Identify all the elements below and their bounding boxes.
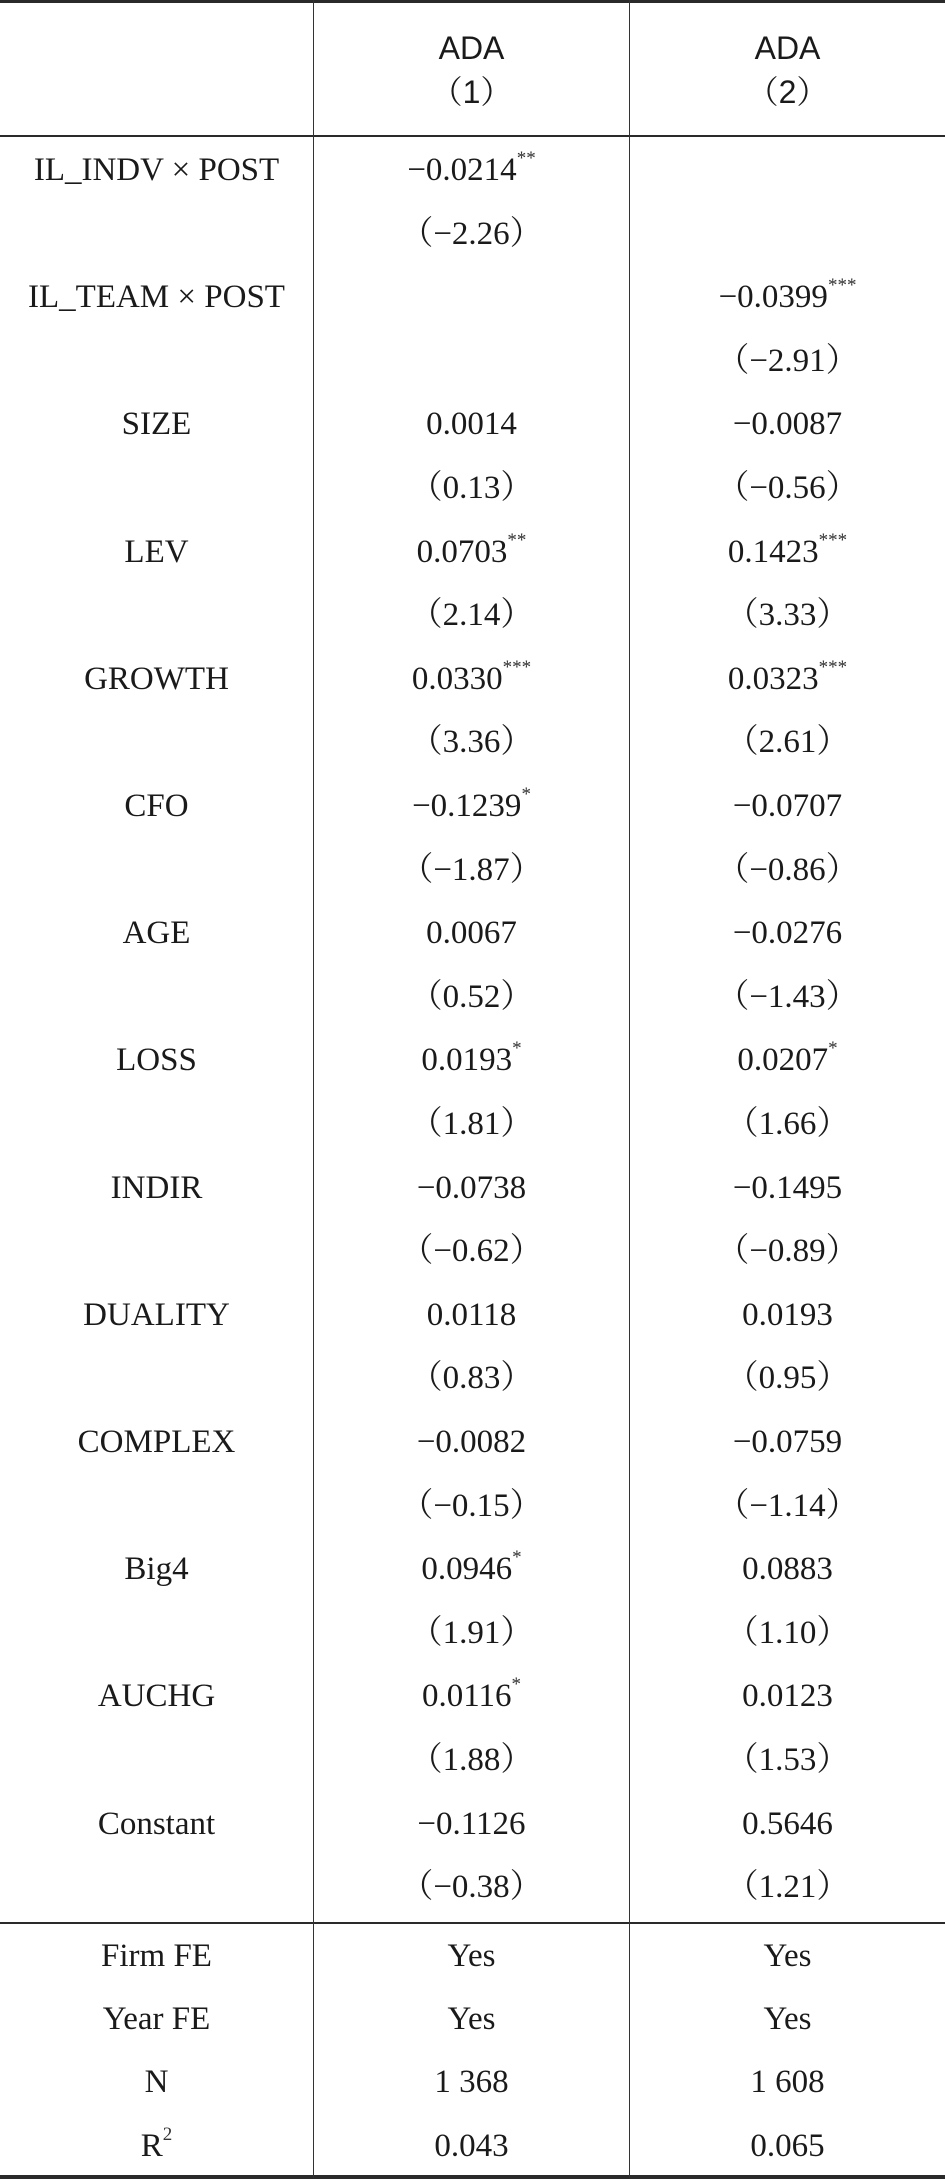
col2-tstat-text: （−2.91） (716, 342, 859, 379)
top-rule (0, 0, 945, 3)
footer-col1-text: 1 368 (434, 2064, 509, 2101)
col2-tstat-text: （0.95） (725, 1360, 850, 1397)
col2-tstat-text: （−0.56） (716, 470, 859, 506)
footer-col2 (630, 1987, 945, 2051)
col2-coef (630, 265, 945, 329)
col1-coef-text: 0.0330 (411, 660, 503, 697)
row-label (0, 392, 313, 456)
col1-coef-text: −0.0738 (416, 1169, 527, 1206)
col2-tstat (630, 1728, 945, 1792)
col2-coef (630, 901, 945, 965)
col1-tstat-text: （0.13） (409, 470, 534, 506)
col1-coef-text: 0.0193 (421, 1042, 513, 1079)
row-label-text: COMPLEX (77, 1424, 236, 1460)
col2-coef (630, 1410, 945, 1474)
row-label (0, 138, 313, 202)
footer-col1-text: Yes (447, 1938, 496, 1974)
col1-coef-significance: * (521, 784, 531, 805)
col1-tstat (314, 710, 629, 774)
col1-coef-significance: * (512, 1038, 522, 1060)
col1-tstat (314, 583, 629, 647)
col1-tstat (314, 202, 629, 266)
col1-tstat (314, 965, 629, 1029)
col2-number: （2） (746, 74, 829, 110)
row-label (0, 1028, 313, 1092)
col1-coef-text: −0.1239 (412, 788, 522, 824)
row-label (0, 901, 313, 965)
col2-coef (630, 138, 945, 202)
col2-coef-text: 0.0883 (742, 1551, 833, 1588)
col1-coef (314, 901, 629, 965)
col2-coef-significance: *** (818, 656, 848, 678)
col1-coef-significance: *** (502, 656, 532, 678)
col2-tstat-text: （1.66） (725, 1106, 850, 1142)
header-rule (0, 135, 945, 137)
col1-tstat-text: （2.14） (409, 597, 534, 634)
row-label-text: GROWTH (84, 660, 229, 697)
col2-title: ADA (754, 30, 821, 66)
col2-tstat (630, 202, 945, 266)
col1-tstat (314, 1601, 629, 1665)
col2-coef (630, 520, 945, 584)
col1-coef (314, 1537, 629, 1601)
col1-tstat-text: （1.91） (409, 1614, 534, 1651)
col1-tstat-text: （−0.15） (400, 1487, 543, 1524)
footer-col2-text: 1 608 (750, 2064, 825, 2101)
footer-col2-text: Yes (763, 1938, 812, 1974)
footer-col1 (314, 1987, 629, 2051)
col2-tstat (630, 1601, 945, 1665)
footer-label-text: N (144, 2064, 169, 2101)
col2-coef-text: −0.0087 (732, 406, 843, 443)
col1-coef-text: −0.0082 (416, 1424, 527, 1460)
col1-coef-text: 0.0118 (426, 1296, 517, 1333)
col2-tstat-text: （−0.86） (716, 851, 859, 888)
col2-tstat-text: （1.10） (725, 1614, 850, 1651)
footer-label (0, 1924, 313, 1988)
row-label-text: LOSS (116, 1042, 197, 1079)
row-label-text: CFO (124, 788, 189, 824)
row-label (0, 1283, 313, 1347)
footer-col1-text: 0.043 (434, 2127, 509, 2164)
col2-tstat-text: （3.33） (725, 597, 850, 634)
col1-tstat (314, 838, 629, 902)
col1-coef (314, 1028, 629, 1092)
col1-tstat (314, 1855, 629, 1919)
row-label (0, 1410, 313, 1474)
row-label-text: SIZE (121, 406, 192, 443)
col1-coef-text: 0.0067 (426, 915, 517, 952)
footer-col2 (630, 1924, 945, 1988)
col2-coef-text: 0.0207 (737, 1042, 829, 1079)
col2-tstat-text: （1.53） (725, 1742, 850, 1778)
col1-tstat-text: （−2.26） (400, 215, 543, 252)
footer-col2 (630, 2114, 945, 2178)
col1-coef (314, 1410, 629, 1474)
row-label (0, 647, 313, 711)
footer-col1 (314, 1924, 629, 1988)
col2-tstat (630, 838, 945, 902)
col1-coef-text: 0.0703 (416, 533, 508, 570)
col1-coef-significance: * (512, 1547, 522, 1569)
col1-tstat-text: （−1.87） (400, 851, 543, 888)
col2-tstat (630, 1346, 945, 1410)
footer-col1 (314, 2114, 629, 2178)
col1-coef (314, 774, 629, 838)
col2-coef-text: 0.1423 (727, 533, 819, 570)
col1-coef (314, 647, 629, 711)
col1-tstat-text: （−0.38） (400, 1869, 543, 1906)
row-label-text: Constant (97, 1805, 216, 1842)
row-label-text: AUCHG (97, 1678, 216, 1715)
col1-title: ADA (438, 30, 505, 66)
col2-coef (630, 774, 945, 838)
col1-tstat (314, 1728, 629, 1792)
footer-col2 (630, 2050, 945, 2114)
footer-label (0, 1987, 313, 2051)
col2-tstat (630, 1219, 945, 1283)
col2-coef-text: 0.0323 (727, 660, 819, 697)
row-label-text: IL_TEAM × POST (28, 279, 285, 316)
col2-tstat (630, 1092, 945, 1156)
footer-label-text: Firm FE (101, 1938, 212, 1974)
col1-tstat-text: （1.81） (409, 1106, 534, 1142)
col1-tstat (314, 1474, 629, 1538)
row-label (0, 520, 313, 584)
col1-coef (314, 265, 629, 329)
col1-number: （1） (430, 74, 513, 110)
col2-coef (630, 1283, 945, 1347)
col2-coef (630, 1664, 945, 1728)
col2-tstat-text: （−0.89） (716, 1233, 859, 1270)
col1-coef (314, 1156, 629, 1220)
row-label (0, 774, 313, 838)
col2-coef-text: −0.0399 (718, 279, 828, 316)
row-label (0, 1664, 313, 1728)
col1-tstat (314, 1092, 629, 1156)
row-label (0, 1792, 313, 1856)
col2-tstat-text: （1.21） (725, 1869, 850, 1906)
col2-coef-significance: * (828, 1038, 838, 1060)
row-label-text: AGE (122, 915, 191, 952)
col1-tstat-text: （0.52） (409, 978, 534, 1015)
col2-tstat (630, 965, 945, 1029)
col2-coef (630, 1537, 945, 1601)
col2-coef-significance: *** (827, 275, 857, 297)
col2-coef (630, 1028, 945, 1092)
row-label-text: Big4 (124, 1551, 189, 1588)
row-label (0, 265, 313, 329)
col2-tstat (630, 710, 945, 774)
col1-coef (314, 1664, 629, 1728)
col2-coef (630, 392, 945, 456)
col1-coef-text: 0.0946 (421, 1551, 513, 1588)
col1-tstat-text: （0.83） (409, 1360, 534, 1397)
col1-tstat-text: （1.88） (409, 1742, 534, 1778)
col2-tstat (630, 1474, 945, 1538)
footer-label (0, 2114, 313, 2178)
col2-coef (630, 647, 945, 711)
col2-coef-text: −0.0276 (732, 915, 843, 952)
col1-coef-significance: ** (507, 529, 527, 551)
col1-coef-text: 0.0116 (421, 1678, 512, 1715)
footer-col2-text: 0.065 (750, 2127, 825, 2164)
col2-coef-significance: *** (818, 529, 848, 551)
col1-coef-text: 0.0014 (426, 406, 517, 443)
col1-tstat-text: （3.36） (409, 724, 534, 761)
col1-tstat-text: （−0.62） (400, 1233, 543, 1270)
footer-col1-text: Yes (447, 2001, 496, 2038)
col2-tstat (630, 583, 945, 647)
col1-tstat (314, 456, 629, 520)
footer-label-text: R (140, 2127, 163, 2164)
col1-tstat (314, 329, 629, 393)
row-label (0, 1537, 313, 1601)
col2-coef-text: 0.5646 (742, 1805, 833, 1842)
row-label (0, 1156, 313, 1220)
col1-coef-text: −0.0214 (407, 152, 517, 188)
col1-coef-text: −0.1126 (417, 1805, 526, 1842)
row-label-text: DUALITY (83, 1296, 230, 1333)
col1-coef (314, 1792, 629, 1856)
footer-label (0, 2050, 313, 2114)
col1-coef (314, 392, 629, 456)
col1-coef-significance: ** (516, 148, 536, 169)
col2-tstat-text: （2.61） (725, 724, 850, 761)
row-label-text: LEV (124, 533, 189, 570)
footer-col1 (314, 2050, 629, 2114)
col1-coef (314, 138, 629, 202)
col2-tstat-text: （−1.43） (716, 978, 859, 1015)
col1-coef-significance: * (511, 1674, 522, 1696)
col2-coef (630, 1156, 945, 1220)
col1-tstat (314, 1346, 629, 1410)
col2-coef-text: 0.0193 (742, 1296, 833, 1333)
col2-coef-text: −0.1495 (732, 1169, 843, 1206)
footer-col2-text: Yes (763, 2001, 812, 2038)
row-label-text: INDIR (110, 1169, 203, 1206)
col1-coef (314, 520, 629, 584)
col1-tstat (314, 1219, 629, 1283)
col2-coef-text: −0.0759 (732, 1424, 843, 1460)
footer-label-significance: 2 (162, 2123, 173, 2145)
col2-tstat (630, 329, 945, 393)
col2-coef-text: −0.0707 (732, 788, 843, 824)
col2-tstat (630, 456, 945, 520)
col2-tstat (630, 1855, 945, 1919)
col2-coef-text: 0.0123 (742, 1678, 833, 1715)
footer-label-text: Year FE (102, 2001, 211, 2038)
col1-coef (314, 1283, 629, 1347)
col2-tstat-text: （−1.14） (716, 1487, 859, 1524)
row-label-text: IL_INDV × POST (33, 152, 280, 188)
col2-coef (630, 1792, 945, 1856)
